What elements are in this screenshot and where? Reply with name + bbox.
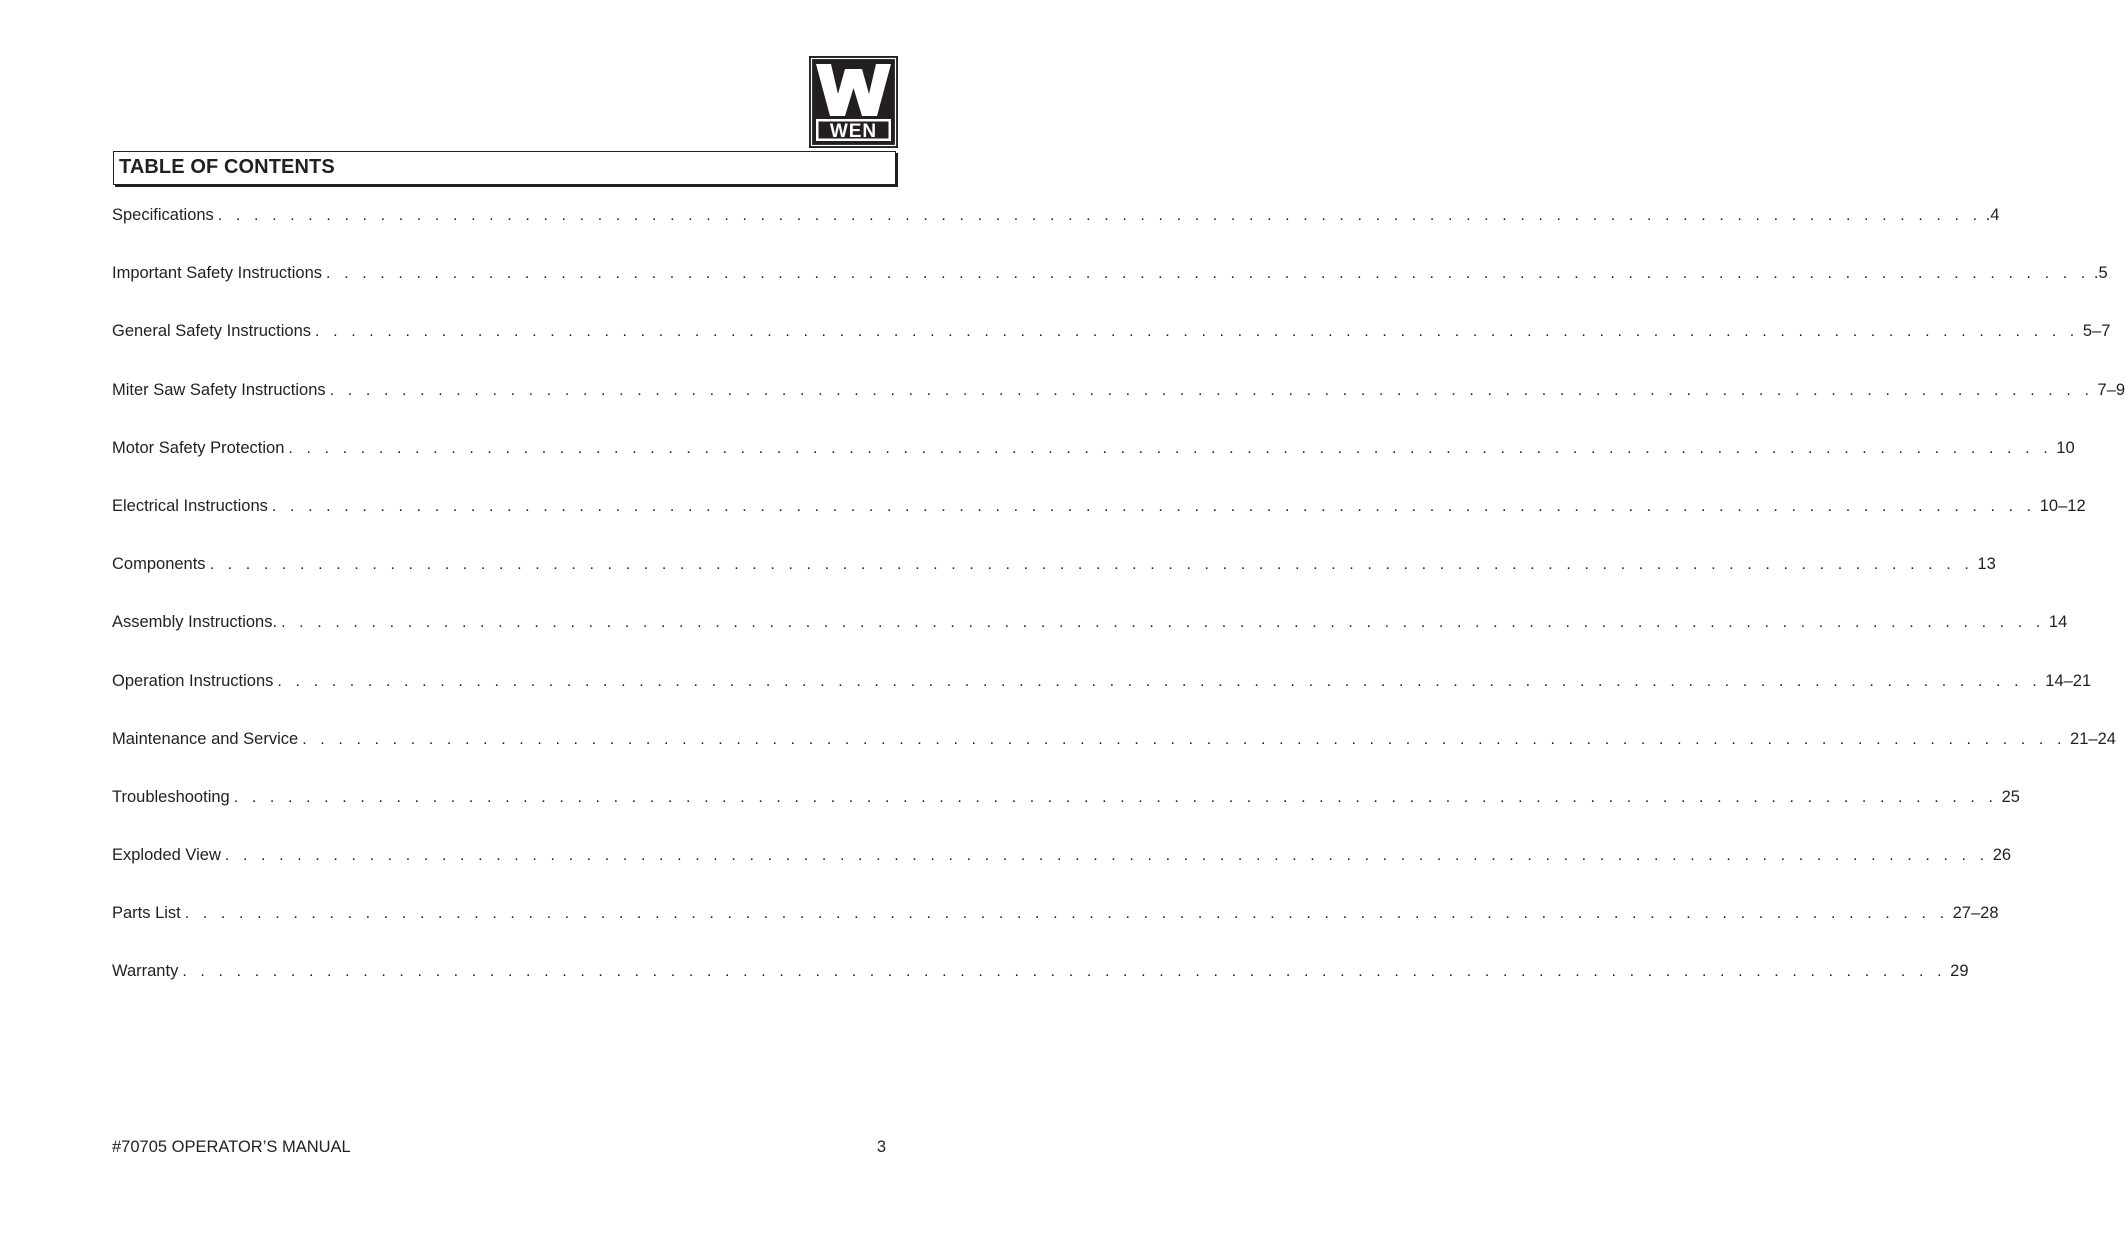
toc-title: TABLE OF CONTENTS	[119, 156, 335, 178]
toc-entry-label: Operation Instructions	[112, 671, 274, 690]
toc-entry-label: Troubleshooting	[112, 787, 230, 806]
toc-dot-leader: . . . . . . . . . . . . . . . . . . . . . . . . . . . . . . . . . . . . . . . . . . . . . . . . . . . . . . . . . . . . . . . . . . . . . . . . . . . . . . . . . . . . . . . . . . . . . . . . . .	[326, 265, 2090, 283]
toc-entry	[112, 380, 2125, 438]
toc-entry	[112, 845, 2012, 903]
toc-entry-label: Assembly Instructions.	[112, 613, 278, 632]
toc-entry	[112, 903, 1999, 961]
toc-entry-label: Miter Saw Safety Instructions	[112, 380, 326, 399]
toc-entry-page: 10	[2056, 438, 2075, 457]
toc-entry-page: 13	[1977, 555, 1996, 574]
toc-entry	[112, 321, 2111, 379]
toc-entry-page: 29	[1950, 962, 1969, 981]
toc-dot-leader: . . . . . . . . . . . . . . . . . . . . . . . . . . . . . . . . . . . . . . . . . . . . . . . . . . . . . . . . . . . . . . . . . . . . . . . . . . . . . . . . . . . . . . . . . . . . . . . . . .	[217, 207, 1982, 224]
toc-dot-leader: . . . . . . . . . . . . . . . . . . . . . . . . . . . . . . . . . . . . . . . . . . . . . . . . . . . . . . . . . . . . . . . . . . . . . . . . . . . . . . . . . . . . . . . . . . . . . . . . . .	[329, 381, 2094, 399]
toc-list	[112, 205, 2125, 1020]
toc-entry-label: Motor Safety Protection	[112, 438, 285, 457]
toc-entry	[112, 438, 2075, 496]
toc-entry-page: 7–9	[2097, 380, 2125, 399]
toc-entry-page: 14–21	[2045, 671, 2092, 690]
toc-entry	[112, 961, 1969, 1019]
toc-entry-label: Specifications	[112, 206, 214, 224]
toc-entry-page: 25	[2001, 787, 2020, 806]
toc-dot-leader: . . . . . . . . . . . . . . . . . . . . . . . . . . . . . . . . . . . . . . . . . . . . . . . . . . . . . . . . . . . . . . . . . . . . . . . . . . . . . . . . . . . . . . . . . . . . . . . . . .	[271, 497, 2036, 515]
toc-dot-leader: . . . . . . . . . . . . . . . . . . . . . . . . . . . . . . . . . . . . . . . . . . . . . . . . . . . . . . . . . . . . . . . . . . . . . . . . . . . . . . . . . . . . . . . . . . . . . . . . . .	[281, 614, 2045, 632]
toc-dot-leader: . . . . . . . . . . . . . . . . . . . . . . . . . . . . . . . . . . . . . . . . . . . . . . . . . . . . . . . . . . . . . . . . . . . . . . . . . . . . . . . . . . . . . . . . . . . . . . . . . .	[277, 672, 2042, 690]
toc-entry-page: 21–24	[2070, 729, 2116, 748]
footer-manual-title: #70705 OPERATOR’S MANUAL	[112, 1138, 351, 1156]
wen-logo-icon	[809, 56, 898, 148]
toc-entry-label: Parts List	[112, 904, 181, 923]
wen-logo	[809, 56, 898, 148]
toc-entry	[112, 205, 2000, 263]
toc-dot-leader: . . . . . . . . . . . . . . . . . . . . . . . . . . . . . . . . . . . . . . . . . . . . . . . . . . . . . . . . . . . . . . . . . . . . . . . . . . . . . . . . . . . . . . . . . . . . . . . . . .	[209, 556, 1974, 574]
toc-entry-page: 27–28	[1952, 904, 1999, 923]
toc-dot-leader: . . . . . . . . . . . . . . . . . . . . . . . . . . . . . . . . . . . . . . . . . . . . . . . . . . . . . . . . . . . . . . . . . . . . . . . . . . . . . . . . . . . . . . . . . . . . . . . . . .	[233, 788, 1998, 806]
toc-dot-leader: . . . . . . . . . . . . . . . . . . . . . . . . . . . . . . . . . . . . . . . . . . . . . . . . . . . . . . . . . . . . . . . . . . . . . . . . . . . . . . . . . . . . . . . . . . . . . . . . . .	[182, 963, 1947, 981]
toc-entry	[112, 263, 2108, 321]
toc-entry-label: Components	[112, 555, 206, 574]
toc-entry-page: 14	[2048, 613, 2068, 632]
toc-entry-page: 5–7	[2082, 322, 2111, 341]
toc-dot-leader: . . . . . . . . . . . . . . . . . . . . . . . . . . . . . . . . . . . . . . . . . . . . . . . . . . . . . . . . . . . . . . . . . . . . . . . . . . . . . . . . . . . . . . . . . . . . . . . . . .	[224, 847, 1989, 865]
toc-entry	[112, 496, 2086, 554]
toc-entry	[112, 554, 1996, 612]
toc-dot-leader: . . . . . . . . . . . . . . . . . . . . . . . . . . . . . . . . . . . . . . . . . . . . . . . . . . . . . . . . . . . . . . . . . . . . . . . . . . . . . . . . . . . . . . . . . . . . . . . . . .	[184, 905, 1949, 923]
toc-entry-label: Exploded View	[112, 846, 221, 865]
toc-entry	[112, 612, 2068, 670]
wen-logo-text: WEN	[829, 121, 878, 142]
toc-entry-label: Important Safety Instructions	[112, 264, 323, 283]
toc-entry-label: Electrical Instructions	[112, 496, 268, 515]
toc-entry-page: 10–12	[2039, 496, 2086, 515]
toc-dot-leader: . . . . . . . . . . . . . . . . . . . . . . . . . . . . . . . . . . . . . . . . . . . . . . . . . . . . . . . . . . . . . . . . . . . . . . . . . . . . . . . . . . . . . . . . . . . . . . . . . .	[302, 730, 2067, 748]
toc-entry	[112, 671, 2092, 729]
toc-header-box	[113, 151, 896, 185]
toc-dot-leader: . . . . . . . . . . . . . . . . . . . . . . . . . . . . . . . . . . . . . . . . . . . . . . . . . . . . . . . . . . . . . . . . . . . . . . . . . . . . . . . . . . . . . . . . . . . . . . . . . .	[315, 323, 2079, 341]
toc-entry-label: General Safety Instructions	[112, 322, 312, 341]
toc-entry	[112, 787, 2020, 845]
toc-entry-label: Warranty	[112, 962, 179, 981]
toc-entry-page: .4	[1985, 206, 2000, 224]
toc-entry-page: 26	[1992, 846, 2012, 865]
toc-entry-label: Maintenance and Service	[112, 729, 299, 748]
toc-dot-leader: . . . . . . . . . . . . . . . . . . . . . . . . . . . . . . . . . . . . . . . . . . . . . . . . . . . . . . . . . . . . . . . . . . . . . . . . . . . . . . . . . . . . . . . . . . . . . . . . . .	[288, 439, 2053, 457]
footer-page-number: 3	[876, 1138, 886, 1156]
toc-entry-page: .5	[2093, 264, 2108, 283]
toc-entry	[112, 729, 2116, 787]
